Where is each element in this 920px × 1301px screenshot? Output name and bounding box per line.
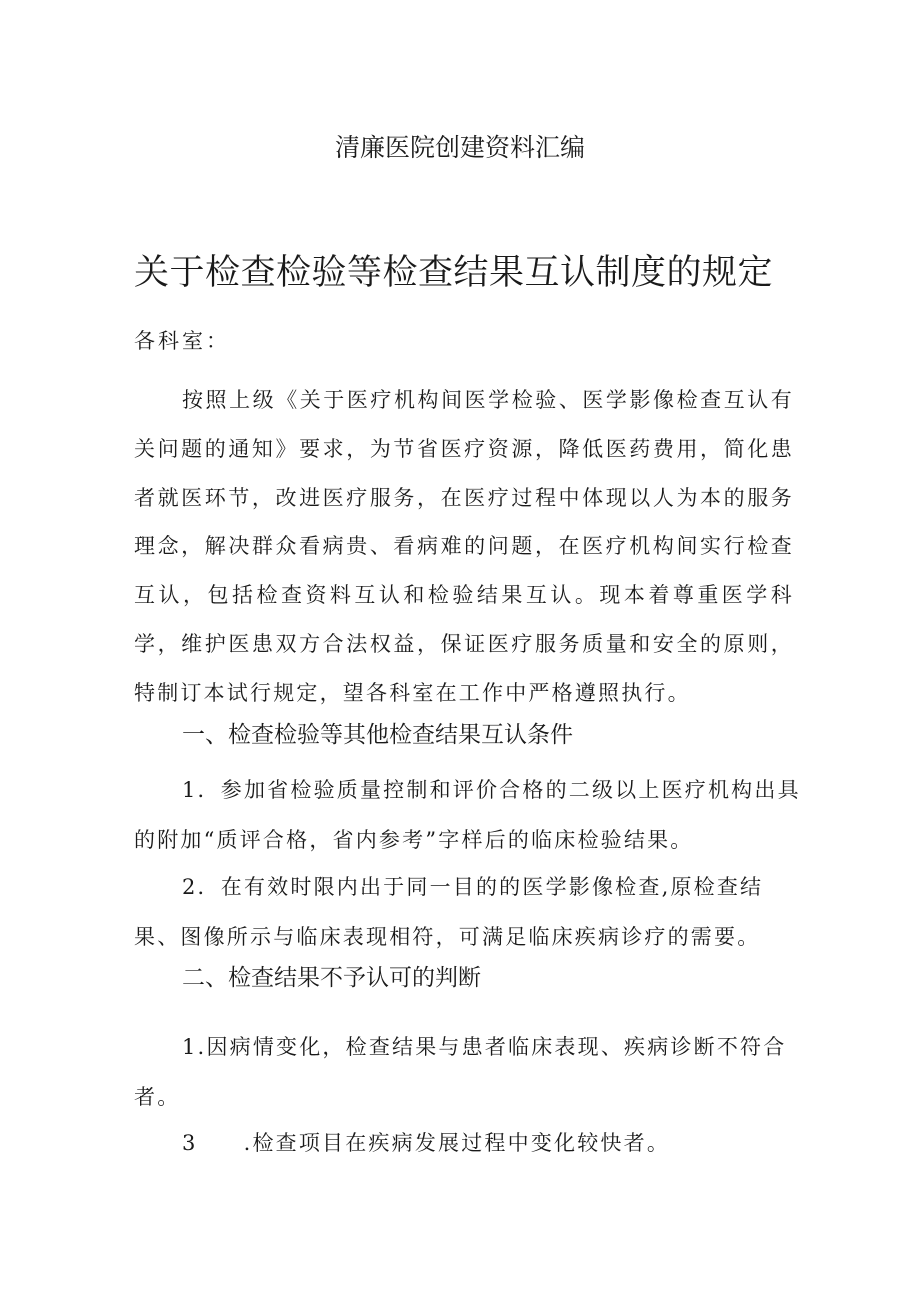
- item-number: 2．: [182, 875, 221, 899]
- item-number: 1.: [182, 1035, 207, 1059]
- section-2-item-3: [134, 1118, 804, 1168]
- salutation: 各科室：: [134, 329, 230, 353]
- item-text: 参加省检验质量控制和评价合格的二级以上医疗机构出具的附加“质评合格，省内参考”字样后的临床检验结果。: [134, 778, 801, 852]
- section-1-item-1: [134, 765, 804, 865]
- document-header: 清廉医院创建资料汇编: [334, 133, 585, 162]
- section-heading-1: 一、检查检验等其他检查结果互认条件: [182, 722, 573, 748]
- item-text: 因病情变化，检查结果与患者临床表现、疾病诊断不符合者。: [134, 1035, 787, 1109]
- section-1-item-2: [134, 862, 804, 962]
- section-heading-2: 二、检查结果不予认可的判断: [182, 965, 481, 991]
- intro-paragraph: 按照上级《关于医疗机构间医学检验、医学影像检查互认有关问题的通知》要求，为节省医疗资源，降低医药费用，简化患者就医环节，改进医疗服务，在医疗过程中体现以人为本的服务理念，解决群众看病贵、看病难的问题，在医疗机构间实行检查互认，包括检查资料互认和检验结果互认。现本着尊重医学科学，维护医患双方合法权益，保证医疗服务质量和安全的原则，特制订本试行规定，望各科室在工作中严格遵照执行。: [134, 388, 794, 705]
- section-2-item-1: [134, 1022, 804, 1122]
- document-title: 关于检查检验等检查结果互认制度的规定: [134, 253, 774, 293]
- item-number: 1．: [182, 778, 221, 802]
- item-text: 在有效时限内出于同一目的的医学影像检查,原检查结果、图像所示与临床表现相符，可满足临床疾病诊疗的需要。: [134, 875, 764, 949]
- item-text: .检查项目在疾病发展过程中变化较快者。: [243, 1131, 671, 1155]
- item-number: 3: [182, 1131, 198, 1155]
